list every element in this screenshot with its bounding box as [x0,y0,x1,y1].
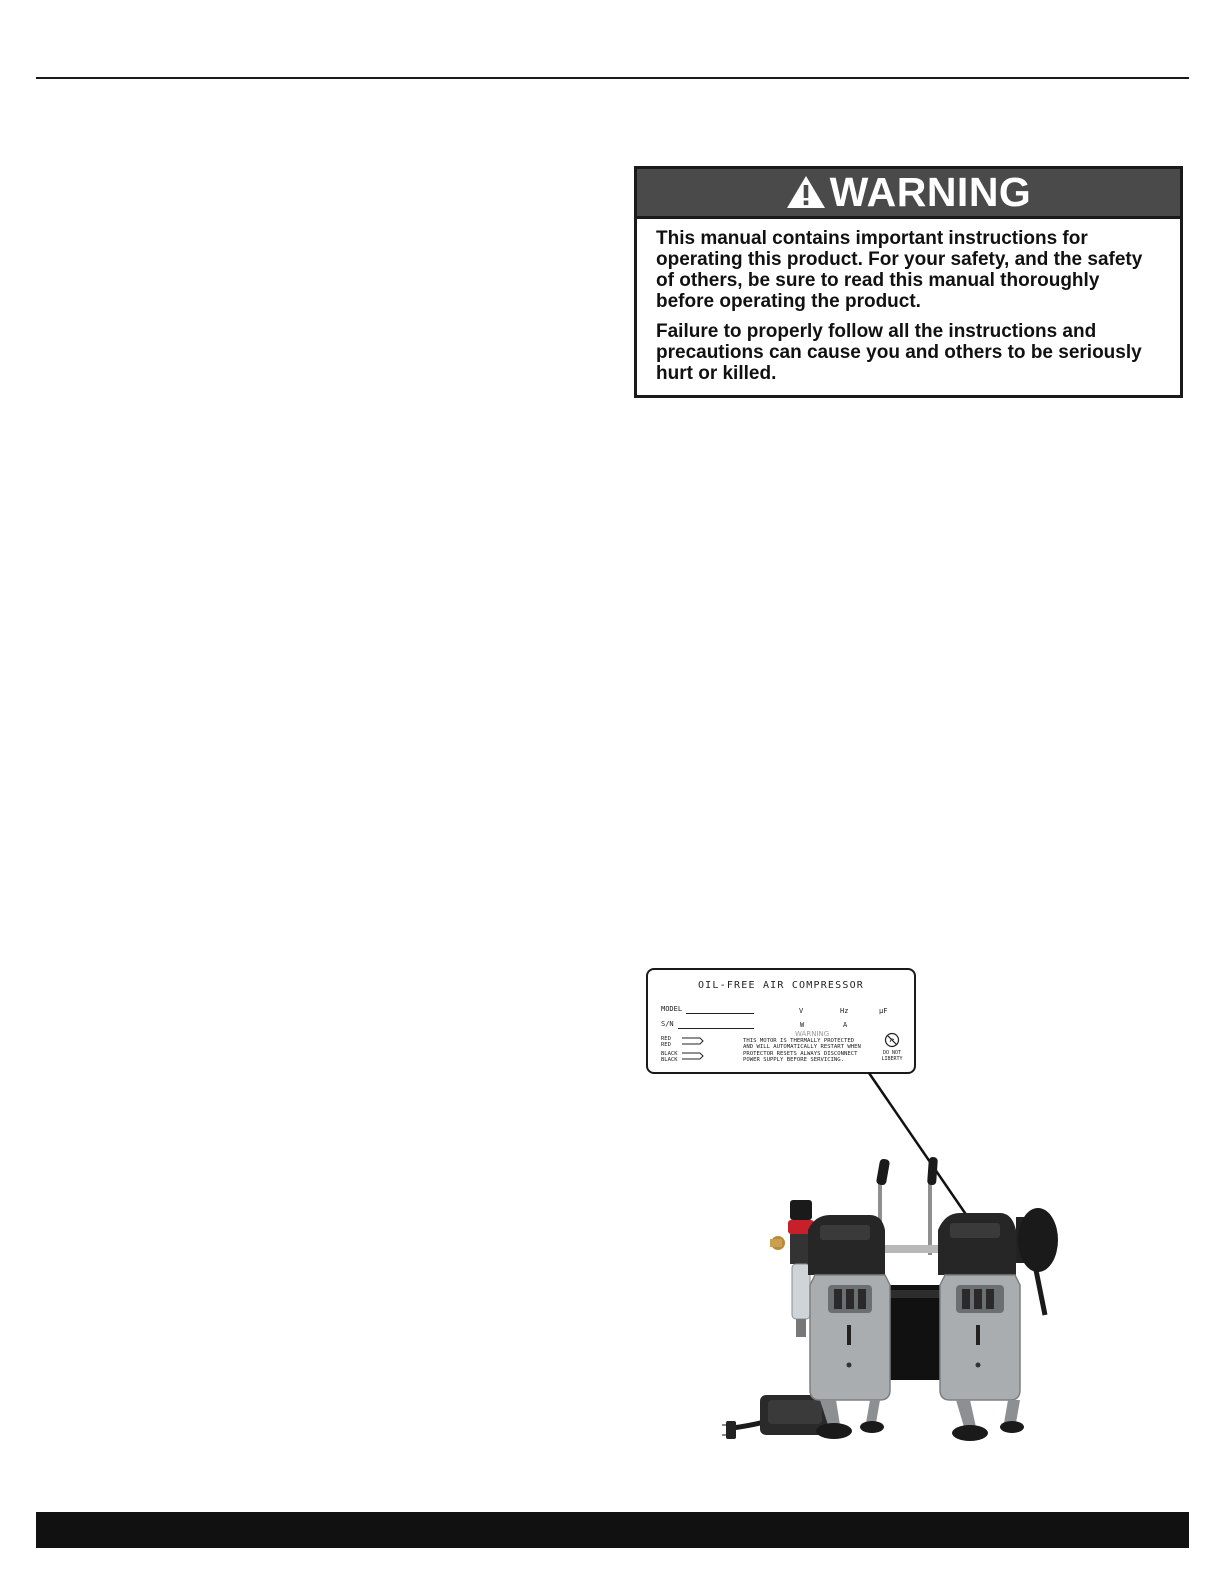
model-line [686,1013,754,1014]
label-message [743,1038,861,1064]
label-w: W [800,1021,805,1029]
warning-title: WARNING [829,169,1032,215]
filter-bowl-icon [792,1264,810,1319]
top-rule [36,77,1189,79]
label-black-1: BLACK [661,1051,678,1057]
no-symbol-icon [884,1032,900,1048]
do-not-text: LIBERTY [881,1056,903,1062]
warning-paragraph: This manual contains important instructions for operating this product. For your safety, and the safety of others, be sure to read this manual thoroughly before operating the product. [656,228,1143,312]
compressor-label-plate [646,968,916,1074]
do-not-text: DO NOT [882,1050,902,1056]
label-message-line: POWER SUPPLY BEFORE SERVICING. [743,1057,845,1064]
label-a: A [843,1021,848,1029]
warning-header [637,169,1180,219]
plug-icon [726,1421,736,1439]
label-black-2: BLACK [661,1057,678,1063]
label-hz: Hz [840,1007,849,1015]
label-warning: WARNING [795,1030,830,1038]
warning-paragraph: Failure to properly follow all the instructions and precautions can cause you and others to be seriously hurt or killed. [656,321,1142,384]
label-message-line: PROTECTOR RESETS ALWAYS DISCONNECT [743,1050,858,1057]
muffler-icon [1018,1208,1058,1272]
label-model: MODEL [661,1005,683,1013]
label-message-line: THIS MOTOR IS THERMALLY PROTECTED [743,1038,855,1044]
warning-body [637,219,1180,384]
warning-triangle-icon [786,175,826,209]
air-compressor-image [720,1145,1090,1475]
label-red-1: RED [661,1036,671,1042]
label-title: OIL-FREE AIR COMPRESSOR [697,980,865,991]
label-message-line: AND WILL AUTOMATICALLY RESTART WHEN [743,1044,861,1051]
label-red-2: RED [661,1042,671,1048]
footer-bar [36,1512,1189,1548]
label-v: V [799,1007,804,1015]
do-not-symbol [878,1032,906,1062]
sn-line [678,1028,754,1029]
wire-terminal-icon [681,1034,709,1066]
label-uf: μF [879,1007,888,1015]
warning-box [634,166,1183,398]
label-sn: S/N [661,1020,674,1028]
